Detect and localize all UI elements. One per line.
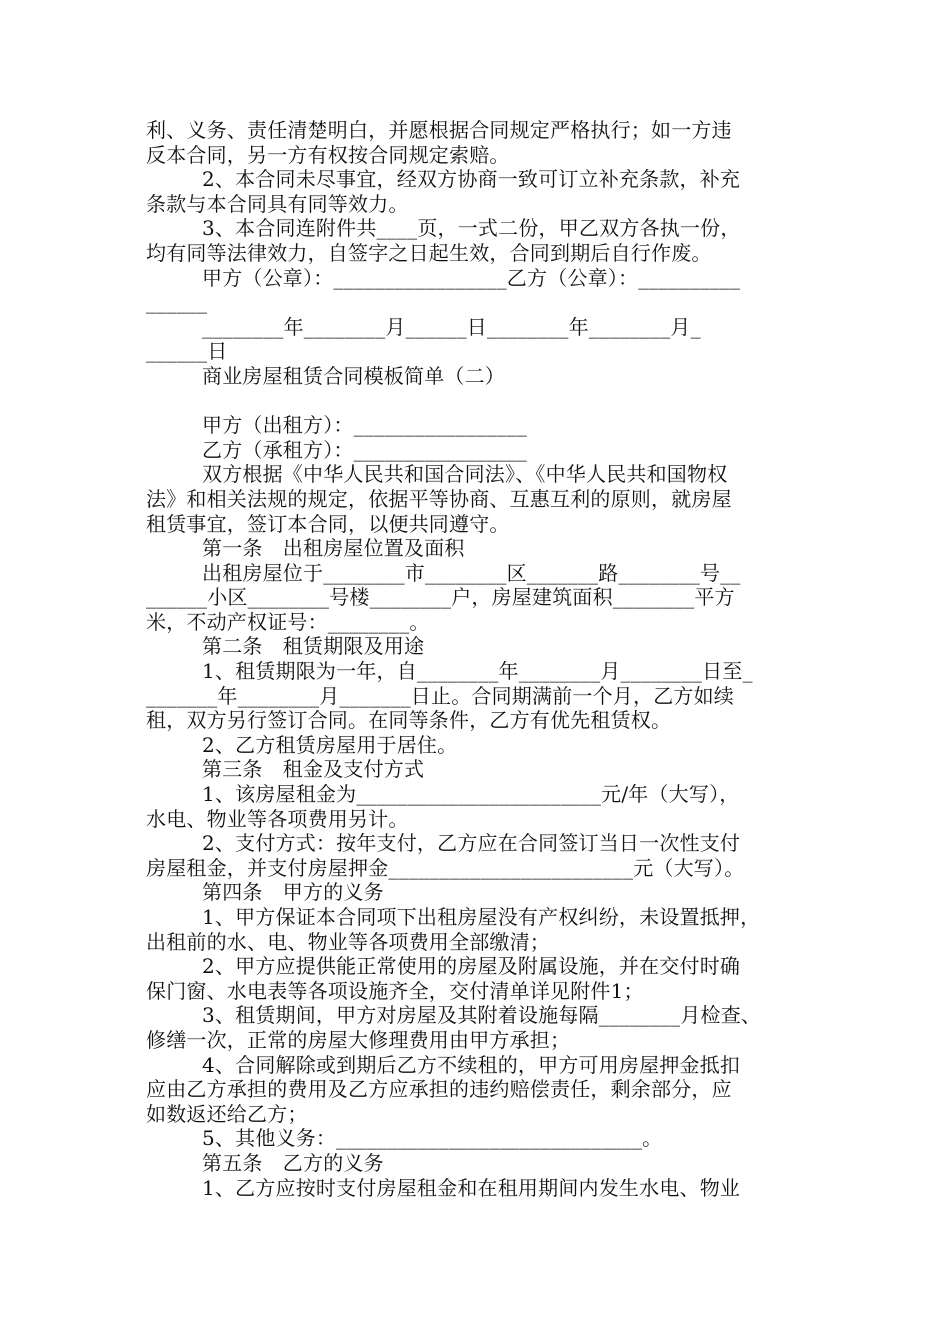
document-line: 3、本合同连附件共____页，一式二份，甲乙双方各执一份， — [202, 216, 741, 241]
document-line: 第三条 租金及支付方式 — [202, 757, 425, 782]
document-line: 甲方（出租方）：_________________ — [202, 413, 527, 438]
document-line: 法》和相关法规的规定，依据平等协商、互惠互利的原则，就房屋 — [146, 486, 732, 511]
document-line: 反本合同，另一方有权按合同规定索赔。 — [146, 142, 510, 167]
document-line: 条款与本合同具有同等效力。 — [146, 191, 409, 216]
document-line: 2、乙方租赁房屋用于居住。 — [202, 732, 458, 757]
document-line: 5、其他义务：______________________________。 — [202, 1126, 663, 1151]
document-line: 出租前的水、电、物业等各项费用全部缴清； — [146, 929, 550, 954]
document-line: 甲方（公章）：_________________乙方（公章）：__________ — [202, 265, 741, 290]
document-line: 如数返还给乙方； — [146, 1101, 308, 1126]
document-line: 2、本合同未尽事宜，经双方协商一致可订立补充条款，补充 — [202, 167, 741, 192]
document-line: ______ — [146, 290, 208, 315]
document-line: 商业房屋租赁合同模板简单（二） — [202, 363, 505, 388]
document-line: 4、合同解除或到期后乙方不续租的，甲方可用房屋押金抵扣 — [202, 1052, 741, 1077]
document-line: 第四条 甲方的义务 — [202, 880, 384, 905]
document-line: 租赁事宜，签订本合同，以便共同遵守。 — [146, 511, 510, 536]
document-line: 第五条 乙方的义务 — [202, 1150, 384, 1175]
document-line: 保门窗、水电表等各项设施齐全，交付清单详见附件1； — [146, 978, 644, 1003]
document-line: 出租房屋位于________市________区_______路________号__ — [202, 560, 741, 585]
document-line: 2、甲方应提供能正常使用的房屋及附属设施，并在交付时确 — [202, 954, 741, 979]
document-page — [146, 118, 810, 1200]
document-line: 第一条 出租房屋位置及面积 — [202, 536, 465, 561]
document-line: 第二条 租赁期限及用途 — [202, 634, 425, 659]
document-line: 房屋租金，并支付房屋押金________________________元（大写）。 — [146, 855, 745, 880]
document-line: 乙方（承租方）：_________________ — [202, 437, 527, 462]
document-line: 1、该房屋租金为________________________元/年（大写）， — [202, 782, 740, 807]
document-line: 租，双方另行签订合同。在同等条件，乙方有优先租赁权。 — [146, 708, 672, 733]
document-line: 1、乙方应按时支付房屋租金和在租用期间内发生水电、物业 — [202, 1175, 741, 1200]
document-line: ______日 — [146, 339, 228, 364]
document-line: 均有同等法律效力，自签字之日起生效，合同到期后自行作废。 — [146, 240, 712, 265]
document-line: 修缮一次，正常的房屋大修理费用由甲方承担； — [146, 1027, 571, 1052]
document-line — [146, 389, 810, 414]
document-line: 应由乙方承担的费用及乙方应承担的违约赔偿责任，剩余部分，应 — [146, 1077, 732, 1102]
document-line: 双方根据《中华人民共和国合同法》、《中华人民共和国物权 — [202, 462, 728, 487]
document-line: 3、租赁期间，甲方对房屋及其附着设施每隔________月检查、 — [202, 1003, 762, 1028]
document-line: ______小区________号楼________户，房屋建筑面积________平方 — [146, 585, 735, 610]
document-line: 米，不动产权证号：________。 — [146, 609, 430, 634]
document-line: _______年________月_______日止。合同期满前一个月，乙方如续 — [146, 683, 734, 708]
document-line: 1、甲方保证本合同项下出租房屋没有产权纠纷，未设置抵押， — [202, 905, 761, 929]
document-line: ________年________月______日________年________月_ — [202, 314, 701, 339]
document-line: 利、义务、责任清楚明白，并愿根据合同规定严格执行；如一方违 — [146, 118, 732, 142]
document-line: 水电、物业等各项费用另计。 — [146, 806, 409, 831]
document-line: 1、租赁期限为一年，自________年________月________日至_ — [202, 659, 753, 684]
document-line: 2、支付方式：按年支付，乙方应在合同签订当日一次性支付 — [202, 831, 741, 856]
